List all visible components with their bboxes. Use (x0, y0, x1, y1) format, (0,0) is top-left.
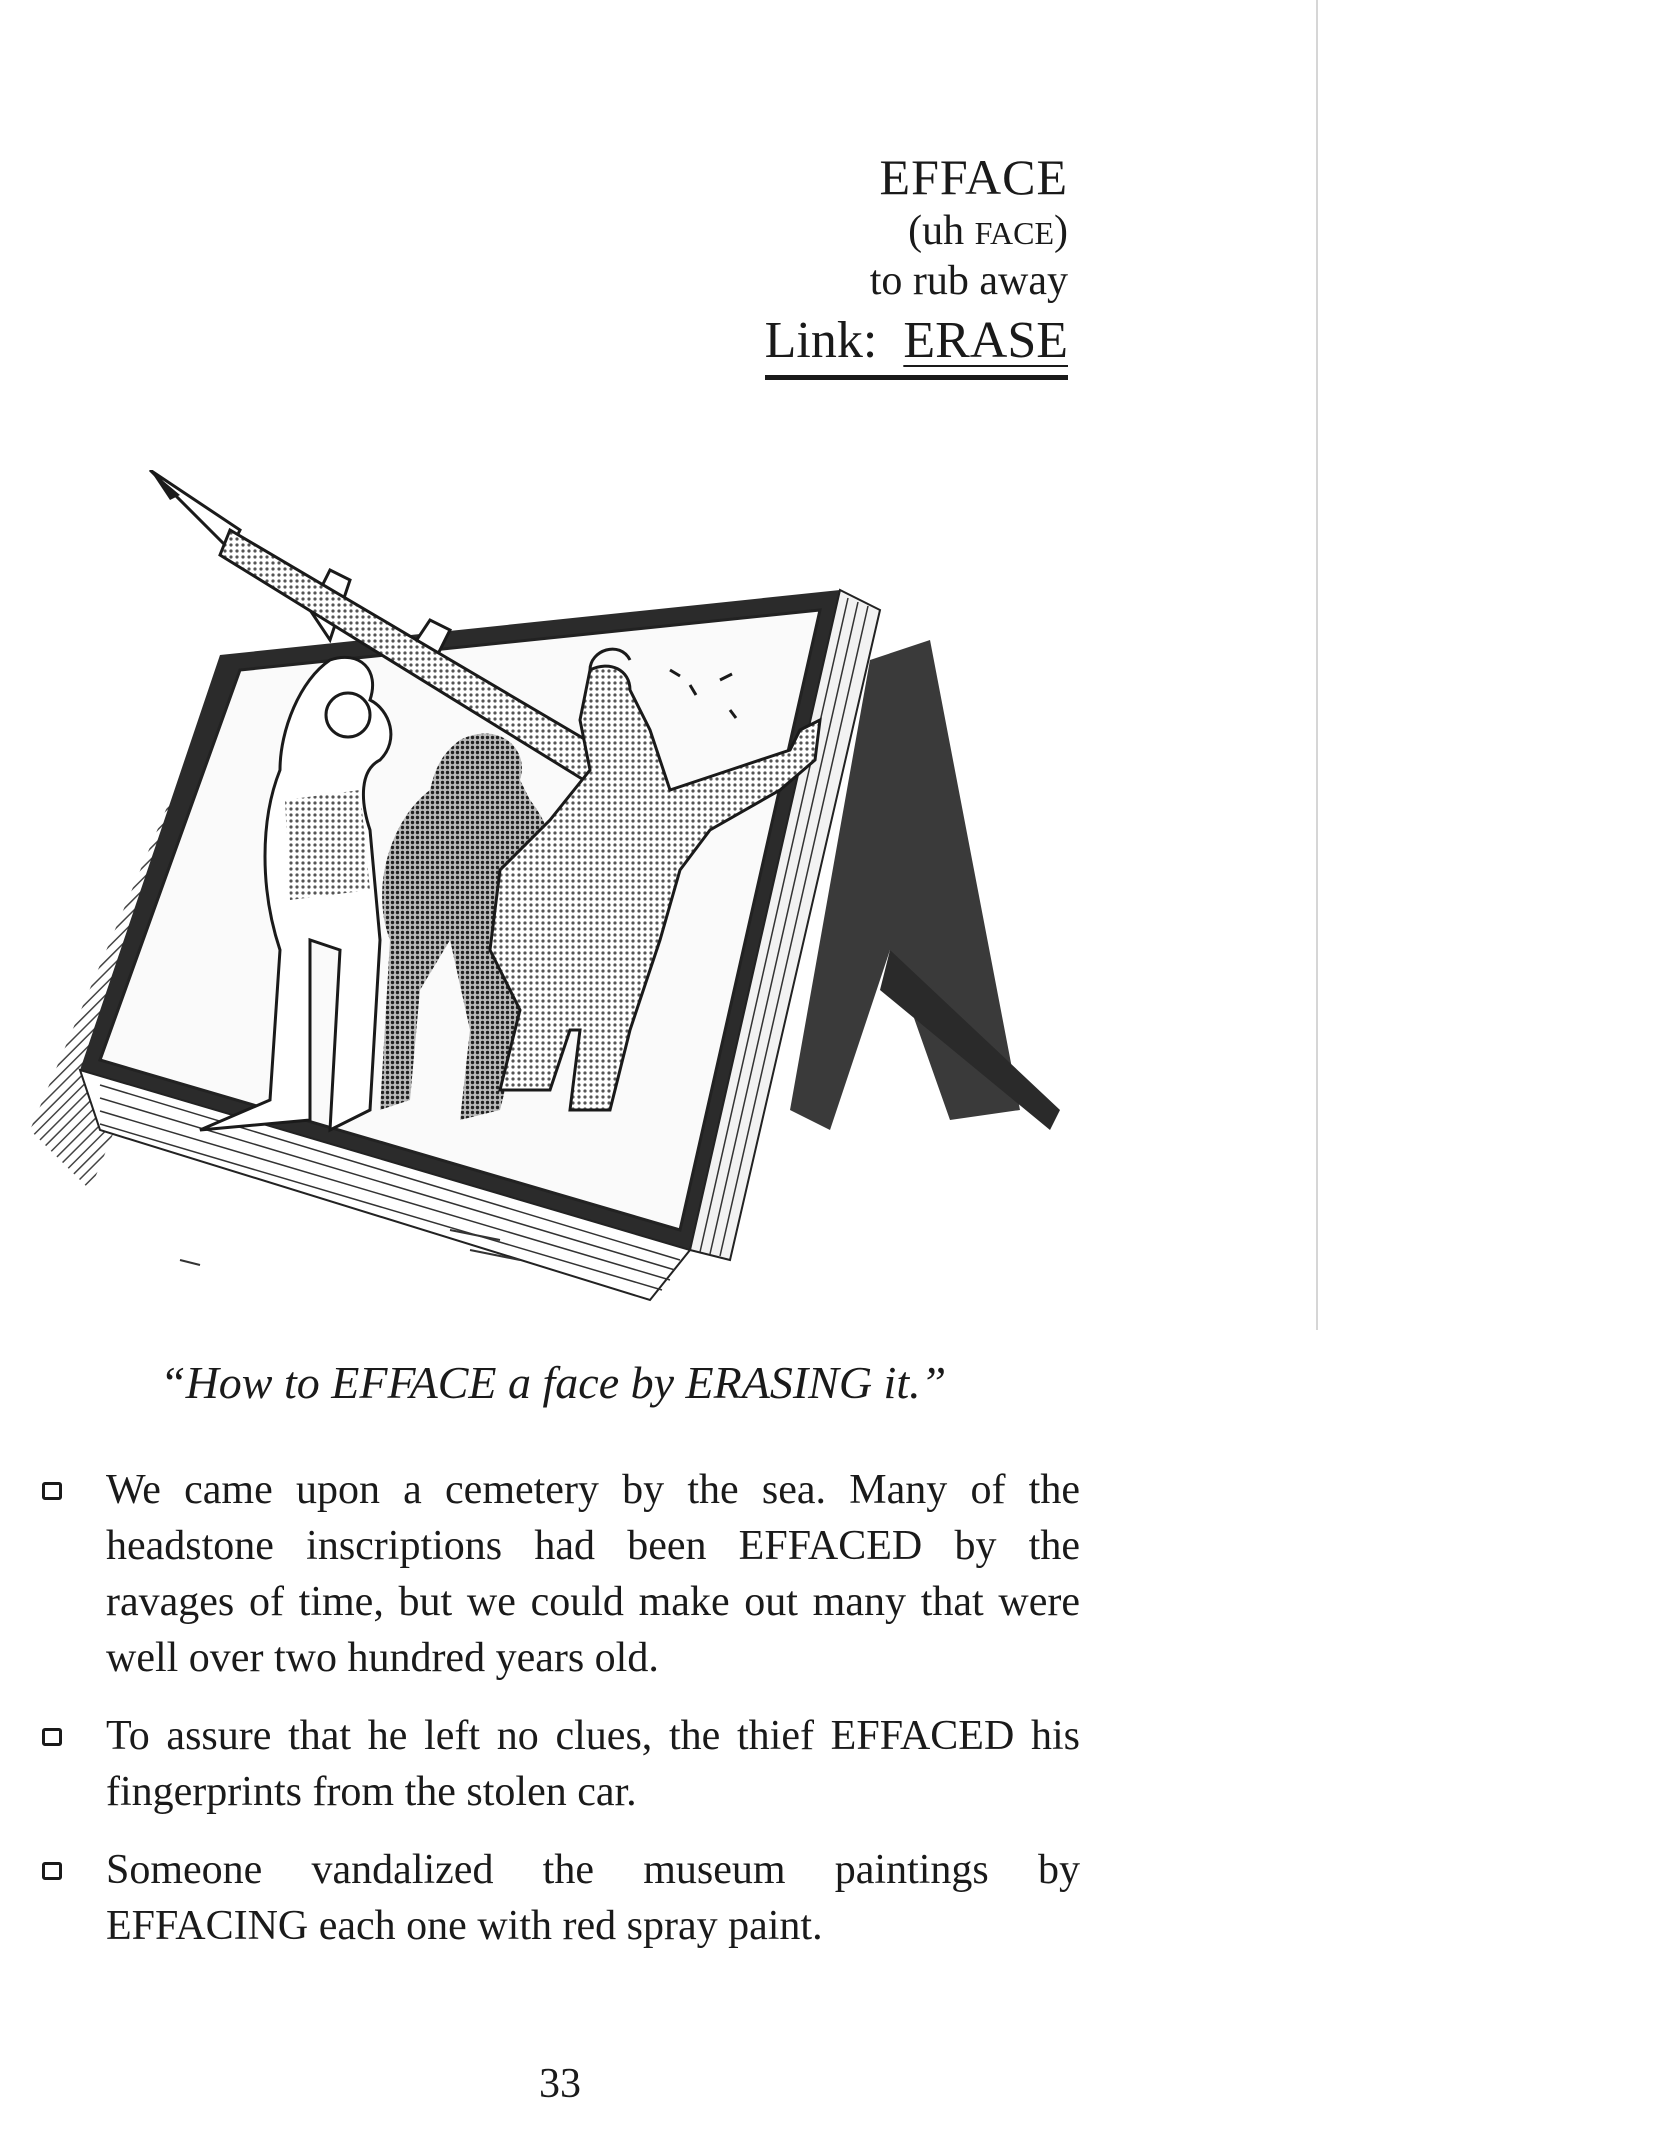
illustration-caption: “How to EFFACE a face by ERASING it.” (160, 1357, 947, 1408)
entry-heading (765, 148, 1068, 380)
link-word: ERASE (903, 312, 1068, 370)
example-item (40, 1842, 1080, 1954)
definition: to rub away (869, 257, 1068, 304)
example-sentences (40, 1462, 1080, 1976)
link-line (765, 310, 1068, 380)
cartoon-eraser-book-illustration (30, 470, 1080, 1350)
example-text: Someone vandalized the museum paintings by EFFACING each one with red spray paint. (106, 1847, 1080, 1949)
link-label: Link: (764, 312, 878, 370)
example-item (40, 1462, 1080, 1686)
entry-word: EFFACE (879, 149, 1068, 205)
pronunciation-stress: FACE (974, 215, 1054, 251)
pronunciation (765, 207, 1068, 257)
example-item (40, 1708, 1080, 1820)
page-number: 33 (539, 2061, 581, 2107)
example-text: To assure that he left no clues, the thief EFFACED his fingerprints from the stolen car. (106, 1713, 1080, 1815)
pronunciation-close: ) (1054, 208, 1068, 254)
example-text: We came upon a cemetery by the sea. Many of the headstone inscriptions had been EFFACED by the ravages of time, but we could make out many that were well over two hundred years old. (106, 1467, 1080, 1681)
checkbox-icon (42, 1728, 62, 1746)
checkbox-icon (42, 1862, 62, 1880)
page-edge-line (1316, 0, 1318, 1330)
pronunciation-open: (uh (908, 208, 975, 254)
checkbox-icon (42, 1482, 62, 1500)
